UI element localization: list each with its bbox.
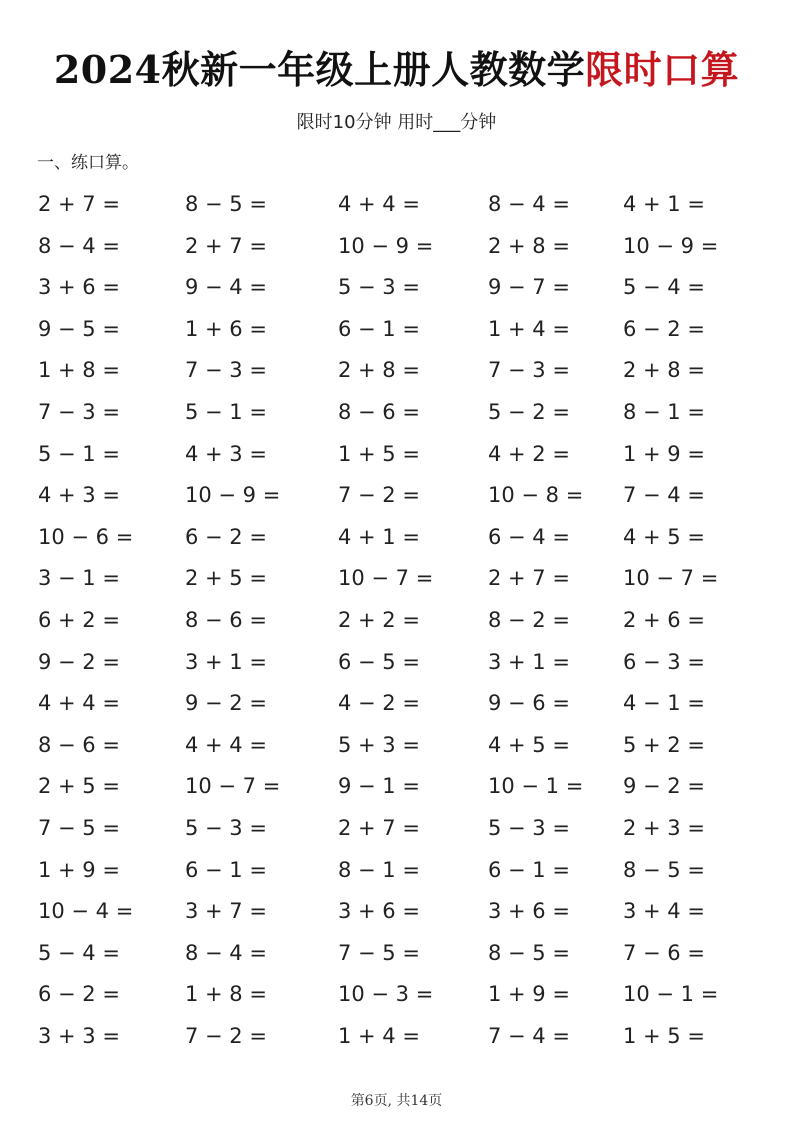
problem-14-5: 5 + 2 =	[623, 732, 705, 757]
problem-13-4: 9 − 6 =	[488, 691, 570, 716]
problem-8-3: 7 − 2 =	[338, 483, 420, 508]
problem-row	[38, 974, 753, 1016]
problem-9-4: 6 − 4 =	[488, 524, 570, 549]
problem-10-4: 2 + 7 =	[488, 566, 570, 591]
problem-7-3: 1 + 5 =	[338, 441, 420, 466]
problem-2-1: 8 − 4 =	[38, 233, 120, 258]
problem-17-5: 8 − 5 =	[623, 857, 705, 882]
problem-5-5: 2 + 8 =	[623, 358, 705, 383]
problem-4-2: 1 + 6 =	[185, 316, 267, 341]
problem-15-3: 9 − 1 =	[338, 774, 420, 799]
problem-row	[38, 642, 753, 684]
problem-row	[38, 184, 753, 226]
problem-10-2: 2 + 5 =	[185, 566, 267, 591]
problem-11-4: 8 − 2 =	[488, 607, 570, 632]
problem-5-1: 1 + 8 =	[38, 358, 120, 383]
problem-2-3: 10 − 9 =	[338, 233, 434, 258]
problem-grid	[38, 184, 753, 1057]
time-limit-line: 限时10分钟 用时___分钟	[296, 112, 497, 133]
problem-11-5: 2 + 6 =	[623, 607, 705, 632]
problem-1-4: 8 − 4 =	[488, 192, 570, 216]
problem-row	[38, 475, 753, 517]
problem-14-4: 4 + 5 =	[488, 732, 570, 757]
problem-20-5: 10 − 1 =	[623, 982, 719, 1007]
problem-16-3: 2 + 7 =	[338, 815, 420, 840]
problem-2-5: 10 − 9 =	[623, 233, 719, 258]
problem-16-4: 5 − 3 =	[488, 815, 570, 840]
section-heading: 一、练口算。	[37, 153, 139, 173]
problem-3-4: 9 − 7 =	[488, 275, 570, 300]
problem-row	[38, 392, 753, 434]
problem-11-3: 2 + 2 =	[338, 607, 420, 632]
problem-20-3: 10 − 3 =	[338, 982, 434, 1007]
page-number: 第6页, 共14页	[350, 1093, 443, 1109]
problem-17-1: 1 + 9 =	[38, 857, 120, 882]
problem-18-3: 3 + 6 =	[338, 899, 420, 924]
problem-8-1: 4 + 3 =	[38, 483, 120, 508]
problem-7-4: 4 + 2 =	[488, 441, 570, 466]
problem-6-4: 5 − 2 =	[488, 399, 570, 424]
problem-18-5: 3 + 4 =	[623, 899, 705, 924]
problem-16-5: 2 + 3 =	[623, 815, 705, 840]
problem-row	[38, 558, 753, 600]
title-highlight: 限时口算	[585, 47, 740, 92]
problem-18-1: 10 − 4 =	[38, 899, 134, 924]
problem-11-1: 6 + 2 =	[38, 607, 120, 632]
problem-3-2: 9 − 4 =	[185, 275, 267, 300]
problem-6-3: 8 − 6 =	[338, 399, 420, 424]
problem-21-5: 1 + 5 =	[623, 1023, 705, 1048]
problem-5-3: 2 + 8 =	[338, 358, 420, 383]
problem-3-5: 5 − 4 =	[623, 275, 705, 300]
problem-row	[38, 600, 753, 642]
problem-16-1: 7 − 5 =	[38, 815, 120, 840]
problem-15-2: 10 − 7 =	[185, 774, 281, 799]
problem-10-1: 3 − 1 =	[38, 566, 120, 591]
problem-7-1: 5 − 1 =	[38, 441, 120, 466]
problem-row	[38, 434, 753, 476]
problem-1-2: 8 − 5 =	[185, 192, 267, 216]
problem-18-2: 3 + 7 =	[185, 899, 267, 924]
problem-2-2: 2 + 7 =	[185, 233, 267, 258]
problem-15-5: 9 − 2 =	[623, 774, 705, 799]
problem-4-4: 1 + 4 =	[488, 316, 570, 341]
problem-20-1: 6 − 2 =	[38, 982, 120, 1007]
problem-20-4: 1 + 9 =	[488, 982, 570, 1007]
problem-12-3: 6 − 5 =	[338, 649, 420, 674]
problem-12-5: 6 − 3 =	[623, 649, 705, 674]
problem-19-2: 8 − 4 =	[185, 940, 267, 965]
problem-row	[38, 683, 753, 725]
problem-12-2: 3 + 1 =	[185, 649, 267, 674]
problem-21-4: 7 − 4 =	[488, 1023, 570, 1048]
problem-21-3: 1 + 4 =	[338, 1023, 420, 1048]
problem-21-2: 7 − 2 =	[185, 1023, 267, 1048]
problem-row	[38, 808, 753, 850]
problem-row	[38, 725, 753, 767]
problem-12-1: 9 − 2 =	[38, 649, 120, 674]
problem-row	[38, 350, 753, 392]
problem-10-5: 10 − 7 =	[623, 566, 719, 591]
problem-1-3: 4 + 4 =	[338, 192, 420, 216]
problem-8-4: 10 − 8 =	[488, 483, 584, 508]
problem-8-2: 10 − 9 =	[185, 483, 281, 508]
problem-3-3: 5 − 3 =	[338, 275, 420, 300]
problem-15-1: 2 + 5 =	[38, 774, 120, 799]
problem-13-3: 4 − 2 =	[338, 691, 420, 716]
problem-row	[38, 933, 753, 975]
problem-8-5: 7 − 4 =	[623, 483, 705, 508]
problem-20-2: 1 + 8 =	[185, 982, 267, 1007]
problem-4-3: 6 − 1 =	[338, 316, 420, 341]
problem-13-1: 4 + 4 =	[38, 691, 120, 716]
problem-19-5: 7 − 6 =	[623, 940, 705, 965]
problem-14-3: 5 + 3 =	[338, 732, 420, 757]
problem-7-2: 4 + 3 =	[185, 441, 267, 466]
problem-17-4: 6 − 1 =	[488, 857, 570, 882]
problem-1-1: 2 + 7 =	[38, 192, 120, 216]
problem-17-2: 6 − 1 =	[185, 857, 267, 882]
problem-16-2: 5 − 3 =	[185, 815, 267, 840]
problem-19-1: 5 − 4 =	[38, 940, 120, 965]
problem-5-4: 7 − 3 =	[488, 358, 570, 383]
problem-19-3: 7 − 5 =	[338, 940, 420, 965]
problem-19-4: 8 − 5 =	[488, 940, 570, 965]
problem-14-2: 4 + 4 =	[185, 732, 267, 757]
problem-row	[38, 267, 753, 309]
problem-row	[38, 1016, 753, 1058]
problem-9-1: 10 − 6 =	[38, 524, 134, 549]
problem-17-3: 8 − 1 =	[338, 857, 420, 882]
problem-row	[38, 850, 753, 892]
problem-row	[38, 766, 753, 808]
page-title	[0, 44, 793, 96]
problem-12-4: 3 + 1 =	[488, 649, 570, 674]
problem-11-2: 8 − 6 =	[185, 607, 267, 632]
problem-6-2: 5 − 1 =	[185, 399, 267, 424]
problem-5-2: 7 − 3 =	[185, 358, 267, 383]
problem-1-5: 4 + 1 =	[623, 192, 705, 216]
problem-9-5: 4 + 5 =	[623, 524, 705, 549]
problem-15-4: 10 − 1 =	[488, 774, 584, 799]
problem-6-1: 7 − 3 =	[38, 399, 120, 424]
problem-13-2: 9 − 2 =	[185, 691, 267, 716]
problem-row	[38, 309, 753, 351]
problem-4-5: 6 − 2 =	[623, 316, 705, 341]
title-main: 2024秋新一年级上册人教数学	[53, 47, 586, 92]
problem-row	[38, 891, 753, 933]
problem-21-1: 3 + 3 =	[38, 1023, 120, 1048]
problem-18-4: 3 + 6 =	[488, 899, 570, 924]
problem-row	[38, 517, 753, 559]
problem-2-4: 2 + 8 =	[488, 233, 570, 258]
problem-row	[38, 226, 753, 268]
problem-14-1: 8 − 6 =	[38, 732, 120, 757]
problem-7-5: 1 + 9 =	[623, 441, 705, 466]
problem-9-3: 4 + 1 =	[338, 524, 420, 549]
problem-9-2: 6 − 2 =	[185, 524, 267, 549]
problem-4-1: 9 − 5 =	[38, 316, 120, 341]
problem-13-5: 4 − 1 =	[623, 691, 705, 716]
problem-3-1: 3 + 6 =	[38, 275, 120, 300]
problem-6-5: 8 − 1 =	[623, 399, 705, 424]
problem-10-3: 10 − 7 =	[338, 566, 434, 591]
